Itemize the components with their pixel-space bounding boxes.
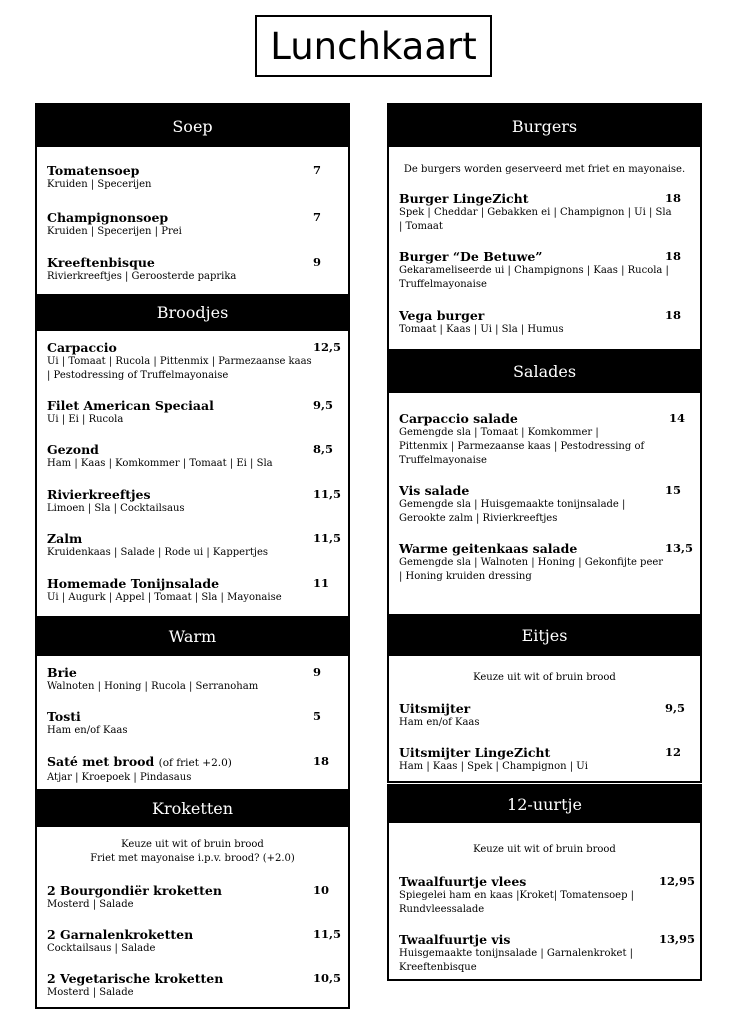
item-price: 15	[665, 483, 682, 497]
menu-item	[47, 487, 342, 516]
menu-item	[47, 255, 338, 284]
right-menu-column	[387, 103, 702, 783]
page-title: Lunchkaart	[255, 15, 492, 77]
section-note: Keuze uit wit of bruin brood	[121, 839, 264, 850]
item-description: Tomaat | Kaas | Ui | Sla | Humus	[399, 324, 564, 335]
item-name: Gezond	[47, 442, 99, 457]
item-description: Kruiden | Specerijen	[47, 179, 152, 190]
item-price: 12	[665, 745, 682, 759]
item-name: Kreeftenbisque	[47, 255, 155, 270]
item-description: Ham en/of Kaas	[47, 725, 128, 736]
item-price: 11,5	[313, 927, 342, 941]
menu-item	[47, 210, 338, 239]
item-description: Gemengde sla | Huisgemaakte tonijnsalade | Gerookte zalm | Rivierkreeftjes	[399, 499, 626, 524]
section-note: De burgers worden geserveerd met friet en mayonaise.	[403, 164, 686, 175]
item-description: Kruidenkaas | Salade | Rode ui | Kappertjes	[47, 547, 269, 558]
item-price: 14	[669, 411, 686, 425]
item-name: Uitsmijter LingeZicht	[399, 745, 551, 760]
item-name: Carpaccio	[47, 340, 117, 355]
item-name: Rivierkreeftjes	[47, 487, 151, 502]
item-price: 18	[665, 249, 682, 263]
menu-item	[47, 665, 338, 694]
item-description: Huisgemaakte tonijnsalade | Garnalenkroket | Kreeftenbisque	[399, 948, 634, 973]
section-header-warm: Warm	[37, 616, 348, 656]
item-price: 9,5	[665, 701, 686, 715]
menu-item	[399, 191, 690, 234]
menu-item	[47, 531, 342, 560]
item-name: Brie	[47, 665, 77, 680]
menu-item	[399, 308, 690, 337]
menu-item	[399, 483, 690, 526]
item-price: 13,95	[659, 932, 696, 946]
item-price: 11	[313, 576, 330, 590]
item-price: 10,5	[313, 971, 342, 985]
item-price: 7	[313, 210, 322, 224]
section-header-eitjes: Eitjes	[389, 614, 700, 656]
item-name: Carpaccio salade	[399, 411, 518, 426]
item-name: Champignonsoep	[47, 210, 169, 225]
item-price: 7	[313, 163, 322, 177]
item-name	[47, 754, 338, 771]
item-name-text: Saté met brood	[47, 754, 155, 769]
menu-item	[399, 411, 690, 468]
item-description: Spiegelei ham en kaas |Kroket| Tomatensoep | Rundvleessalade	[399, 890, 635, 915]
item-name: Burger LingeZicht	[399, 191, 529, 206]
item-name: 2 Garnalenkroketten	[47, 927, 194, 942]
item-name: Twaalfuurtje vis	[399, 932, 511, 947]
item-price: 18	[313, 754, 330, 768]
section-header-burgers: Burgers	[389, 105, 700, 147]
menu-item	[399, 932, 696, 975]
item-description: Gemengde sla | Tomaat | Komkommer | Pittenmix | Parmezaanse kaas | Pestodressing of Truffelmayonaise	[399, 427, 645, 466]
item-name: Vis salade	[399, 483, 470, 498]
item-description: Ham | Kaas | Komkommer | Tomaat | Ei | Sla	[47, 458, 273, 469]
menu-item	[399, 249, 690, 292]
menu-item	[47, 398, 338, 427]
item-name: Homemade Tonijnsalade	[47, 576, 220, 591]
item-description: Walnoten | Honing | Rucola | Serranoham	[47, 681, 259, 692]
item-description: Mosterd | Salade	[47, 987, 134, 998]
section-note: Keuze uit wit of bruin brood	[473, 672, 616, 683]
section-header-broodjes: Broodjes	[37, 294, 348, 331]
item-name: Warme geitenkaas salade	[399, 541, 578, 556]
section-header-salades: Salades	[389, 349, 700, 393]
item-description: Rivierkreeftjes | Geroosterde paprika	[47, 271, 237, 282]
item-price: 9,5	[313, 398, 334, 412]
item-price: 13,5	[665, 541, 694, 555]
item-description: Ui | Ei | Rucola	[47, 414, 124, 425]
item-description: Kruiden | Specerijen | Prei	[47, 226, 182, 237]
menu-item	[47, 971, 342, 1000]
item-name: Uitsmijter	[399, 701, 471, 716]
item-price: 10	[313, 883, 330, 897]
item-description: Atjar | Kroepoek | Pindasaus	[47, 772, 192, 783]
item-name: Burger “De Betuwe”	[399, 249, 543, 264]
item-name: 2 Bourgondiër kroketten	[47, 883, 222, 898]
menu-item	[399, 701, 690, 730]
item-name: Twaalfuurtje vlees	[399, 874, 527, 889]
item-description: Gekarameliseerde ui | Champignons | Kaas | Rucola | Truffelmayonaise	[399, 265, 669, 290]
item-price: 5	[313, 709, 322, 723]
menu-item	[399, 745, 690, 774]
menu-item	[47, 442, 338, 471]
item-name: Zalm	[47, 531, 83, 546]
item-price: 18	[665, 191, 682, 205]
item-description: Ui | Tomaat | Rucola | Pittenmix | Parmezaanse kaas | Pestodressing of Truffelmayonaise	[47, 356, 312, 381]
section-header-12-uurtje: 12-uurtje	[389, 786, 700, 823]
menu-item	[47, 883, 338, 912]
item-description: Ham en/of Kaas	[399, 717, 480, 728]
item-name: Vega burger	[399, 308, 485, 323]
item-description: Spek | Cheddar | Gebakken ei | Champignon | Ui | Sla | Tomaat	[399, 207, 672, 232]
item-name-suffix: (of friet +2.0)	[158, 757, 232, 769]
item-price: 9	[313, 665, 322, 679]
menu-item	[47, 927, 342, 956]
item-price: 18	[665, 308, 682, 322]
item-price: 12,5	[313, 340, 342, 354]
menu-item	[399, 874, 696, 917]
item-price: 11,5	[313, 487, 342, 501]
item-name: 2 Vegetarische kroketten	[47, 971, 224, 986]
item-description: Ham | Kaas | Spek | Champignon | Ui	[399, 761, 588, 772]
menu-item	[47, 754, 338, 785]
menu-item	[399, 541, 694, 584]
item-description: Cocktailsaus | Salade	[47, 943, 156, 954]
item-description: Gemengde sla | Walnoten | Honing | Gekonfijte peer | Honing kruiden dressing	[399, 557, 664, 582]
item-price: 9	[313, 255, 322, 269]
item-name: Tosti	[47, 709, 81, 724]
item-price: 12,95	[659, 874, 696, 888]
item-name: Filet American Speciaal	[47, 398, 214, 413]
section-note: Friet met mayonaise i.p.v. brood? (+2.0)	[90, 853, 295, 864]
menu-item	[47, 576, 338, 605]
section-note: Keuze uit wit of bruin brood	[473, 844, 616, 855]
right-menu-column-lower	[387, 784, 702, 981]
left-menu-column	[35, 103, 350, 1009]
item-price: 11,5	[313, 531, 342, 545]
item-description: Limoen | Sla | Cocktailsaus	[47, 503, 185, 514]
item-price: 8,5	[313, 442, 334, 456]
menu-item	[47, 340, 342, 383]
section-header-soep: Soep	[37, 105, 348, 147]
item-description: Ui | Augurk | Appel | Tomaat | Sla | Mayonaise	[47, 592, 282, 603]
menu-item	[47, 709, 338, 738]
item-name: Tomatensoep	[47, 163, 140, 178]
item-description: Mosterd | Salade	[47, 899, 134, 910]
menu-item	[47, 163, 338, 192]
section-header-kroketten: Kroketten	[37, 789, 348, 827]
